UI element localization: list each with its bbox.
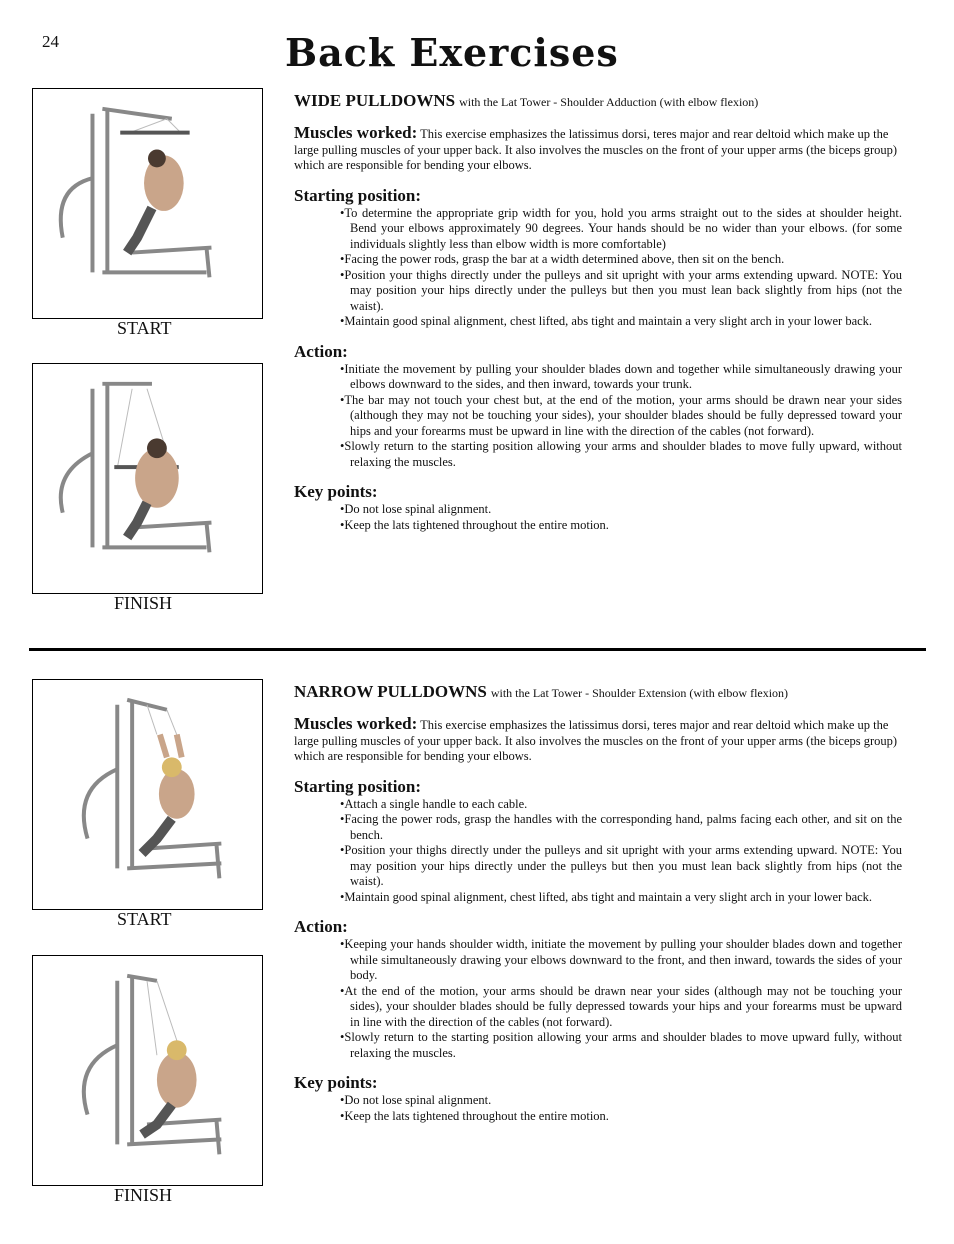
- exercise-subtitle: with the Lat Tower - Shoulder Adduction (with elbow flexion): [459, 95, 759, 109]
- starting-position-heading: Starting position:: [294, 185, 422, 205]
- list-item: • Keep the lats tightened throughout the entire motion.: [340, 1109, 902, 1125]
- action-heading: Action:: [294, 917, 348, 936]
- wide-pulldown-finish-caption: FINISH: [114, 593, 173, 613]
- page-number: 24: [42, 32, 59, 51]
- list-item: • Do not lose spinal alignment.: [340, 1093, 902, 1109]
- list-item: • Do not lose spinal alignment.: [340, 502, 902, 518]
- muscles-worked-heading: Muscles worked:: [294, 714, 418, 733]
- muscles-worked: [294, 125, 902, 174]
- list-item: • Slowly return to the starting position allowing your arms and shoulder blades to move upward fully, without relaxing the muscles.: [340, 1030, 902, 1061]
- key-points-heading: Key points:: [294, 482, 378, 501]
- muscles-worked-text: This exercise emphasizes the latissimus dorsi, teres major and rear deltoid which make up the large pulling muscles of your upper back. It also involves the muscles on the front of your upper arms (the biceps group) which are responsible for bending your elbows.: [294, 718, 898, 763]
- key-points-heading: Key points:: [294, 1073, 378, 1092]
- list-item: • Position your thighs directly under the pulleys and sit upright with your arms extending upward. NOTE: You may position your hips directly under the pulleys but then you must lean back slightly from hips (not the waist).: [340, 843, 902, 890]
- narrow-pulldown-start-photo: [32, 679, 263, 910]
- starting-position-list: [294, 797, 902, 906]
- list-item: • Attach a single handle to each cable.: [340, 797, 902, 813]
- list-item: • Slowly return to the starting position allowing your arms and shoulder blades to move fully upward, without relaxing the muscles.: [340, 439, 902, 470]
- exercise-title: [294, 91, 902, 111]
- page-title: Back Exercises: [285, 30, 619, 75]
- key-points-list: [294, 1093, 902, 1124]
- action-list: [294, 937, 902, 1061]
- muscles-worked-text: This exercise emphasizes the latissimus dorsi, teres major and rear deltoid which make up the large pulling muscles of your upper back. It also involves the muscles on the front of your upper arms (the biceps group) which are responsible for bending your elbows.: [294, 127, 898, 172]
- wide-pulldown-start-photo: [32, 88, 263, 319]
- muscles-worked-heading: Muscles worked:: [294, 123, 418, 142]
- list-item: • Initiate the movement by pulling your shoulder blades down and together while simultaneously drawing your elbows downward to the sides, and then inward, towards your trunk.: [340, 362, 902, 393]
- list-item: • Maintain good spinal alignment, chest lifted, abs tight and maintain a very slight arch in your lower back.: [340, 314, 902, 330]
- muscles-worked: [294, 716, 902, 765]
- starting-position-heading: Starting position:: [294, 776, 422, 796]
- wide-pulldown-finish-photo: [32, 363, 263, 594]
- exercise-title: [294, 682, 902, 702]
- exercise-name: WIDE PULLDOWNS: [294, 91, 456, 110]
- list-item: • The bar may not touch your chest but, at the end of the motion, your arms should be drawn near your sides (although they may not be touching your sides), your shoulder blades should be fully depressed toward your hips and your forearms must be upward in line with the direction of the cables (not forward).: [340, 393, 902, 440]
- narrow-pulldown-finish-caption: FINISH: [114, 1185, 173, 1205]
- list-item: • At the end of the motion, your arms should be drawn near your sides (although may not be touching your sides), your shoulder blades should be fully depressed towards your hips and your forearms must be upward in line with the direction of the cables (not forward).: [340, 984, 902, 1031]
- key-points-list: [294, 502, 902, 533]
- list-item: • Keep the lats tightened throughout the entire motion.: [340, 518, 902, 534]
- exercise-subtitle: with the Lat Tower - Shoulder Extension (with elbow flexion): [490, 686, 789, 700]
- starting-position-list: [294, 206, 902, 330]
- narrow-pulldowns-section: [294, 682, 902, 1124]
- narrow-pulldown-finish-photo: [32, 955, 263, 1186]
- wide-pulldowns-section: [294, 91, 902, 533]
- list-item: • Maintain good spinal alignment, chest lifted, abs tight and maintain a very slight arch in your lower back.: [340, 890, 902, 906]
- action-list: [294, 362, 902, 471]
- narrow-pulldown-start-caption: START: [117, 909, 172, 929]
- list-item: • Position your thighs directly under the pulleys and sit upright with your arms extending upward. NOTE: You may position your hips directly under the pulleys but then you must lean back slightly from hips (not the waist).: [340, 268, 902, 315]
- section-divider: [29, 648, 926, 651]
- list-item: • To determine the appropriate grip width for you, hold you arms straight out to the sides at shoulder height. Bend your elbows approximately 90 degrees. Your hands should be no wider than your elbows. (for some individuals slightly less than elbow width is more comfortable): [340, 206, 902, 253]
- list-item: • Facing the power rods, grasp the handles with the corresponding hand, palms facing each other, and sit on the bench.: [340, 812, 902, 843]
- wide-pulldown-start-caption: START: [117, 318, 172, 338]
- action-heading: Action:: [294, 341, 348, 361]
- exercise-name: NARROW PULLDOWNS: [294, 682, 487, 701]
- list-item: • Keeping your hands shoulder width, initiate the movement by pulling your shoulder blades down and together while simultaneously drawing your elbows downward to the front, and then inward, towards the sides of your body.: [340, 937, 902, 984]
- list-item: • Facing the power rods, grasp the bar at a width determined above, then sit on the bench.: [340, 252, 902, 268]
